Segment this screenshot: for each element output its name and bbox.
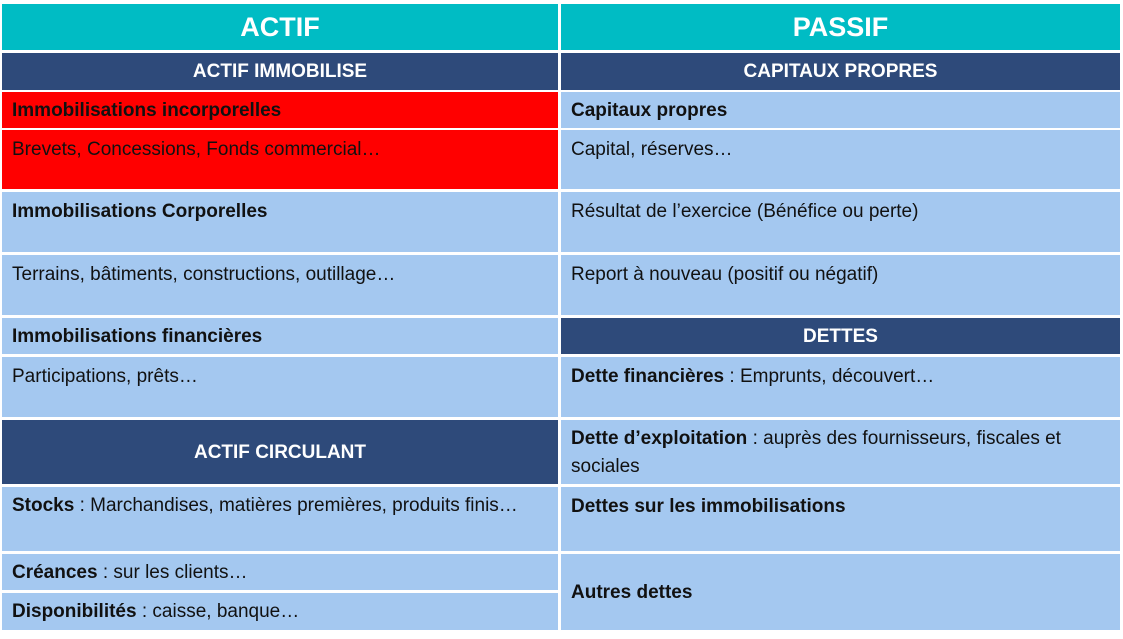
actif-header — [2, 4, 558, 50]
stocks-label: Stocks — [12, 495, 75, 516]
actif-circulant-section — [2, 420, 558, 484]
report-text: Report à nouveau (positif ou négatif) — [571, 264, 879, 285]
passif-header-label: PASSIF — [792, 11, 889, 42]
actif-circulant-label: ACTIF CIRCULANT — [193, 441, 367, 463]
capitaux-title-cell — [561, 92, 1120, 128]
dettes-immobilisations-text: Dettes sur les immobilisations — [571, 496, 846, 517]
disponibilites-label: Disponibilités — [12, 601, 137, 622]
dettes-immobilisations-cell — [561, 487, 1120, 551]
actif-immobilise-label: ACTIF IMMOBILISE — [192, 61, 368, 82]
financieres-detail-cell — [2, 357, 558, 417]
capitaux-title: Capitaux propres — [571, 100, 728, 121]
autres-dettes-cell — [561, 554, 1120, 630]
capital-detail: Capital, réserves… — [571, 139, 733, 160]
creances-cell — [2, 554, 558, 590]
financieres-title-cell — [2, 318, 558, 354]
capitaux-propres-section — [561, 53, 1120, 90]
incorporelles-detail-cell — [2, 130, 558, 189]
incorporelles-title-cell — [2, 92, 558, 128]
actif-immobilise-section — [2, 53, 558, 90]
report-cell — [561, 255, 1120, 315]
creances-detail: : sur les clients… — [97, 562, 248, 583]
incorporelles-title: Immobilisations incorporelles — [12, 100, 282, 121]
autres-dettes-text: Autres dettes — [571, 581, 693, 603]
resultat-text: Résultat de l’exercice (Bénéfice ou perte) — [571, 201, 919, 222]
dette-financieres-cell — [561, 357, 1120, 417]
creances-label: Créances — [12, 562, 98, 583]
dette-financieres-label: Dette financières — [571, 366, 725, 387]
resultat-cell — [561, 192, 1120, 252]
dette-exploitation-cell — [561, 420, 1120, 484]
disponibilites-detail: : caisse, banque… — [136, 601, 300, 622]
stocks-cell — [2, 487, 558, 551]
corporelles-title-cell — [2, 192, 558, 252]
dettes-section-label: DETTES — [803, 325, 878, 347]
corporelles-detail-cell — [2, 255, 558, 315]
stocks-detail: : Marchandises, matières premières, produits finis… — [74, 495, 518, 516]
dette-financieres-detail: : Emprunts, découvert… — [724, 366, 935, 387]
disponibilites-cell — [2, 593, 558, 630]
financieres-detail: Participations, prêts… — [12, 366, 198, 387]
corporelles-detail: Terrains, bâtiments, constructions, outillage… — [12, 264, 396, 285]
dette-exploitation-label: Dette d’exploitation — [571, 428, 748, 449]
passif-header — [561, 4, 1120, 50]
actif-header-label: ACTIF — [240, 11, 320, 42]
capital-detail-cell — [561, 130, 1120, 189]
corporelles-title: Immobilisations Corporelles — [12, 201, 268, 222]
capitaux-propres-section-label: CAPITAUX PROPRES — [743, 61, 938, 82]
incorporelles-detail: Brevets, Concessions, Fonds commercial… — [12, 139, 381, 160]
dette-exploitation-detail: : auprès des fournisseurs, fiscales et sociales — [571, 428, 1061, 477]
financieres-title: Immobilisations financières — [12, 326, 263, 347]
dettes-section — [561, 318, 1120, 354]
